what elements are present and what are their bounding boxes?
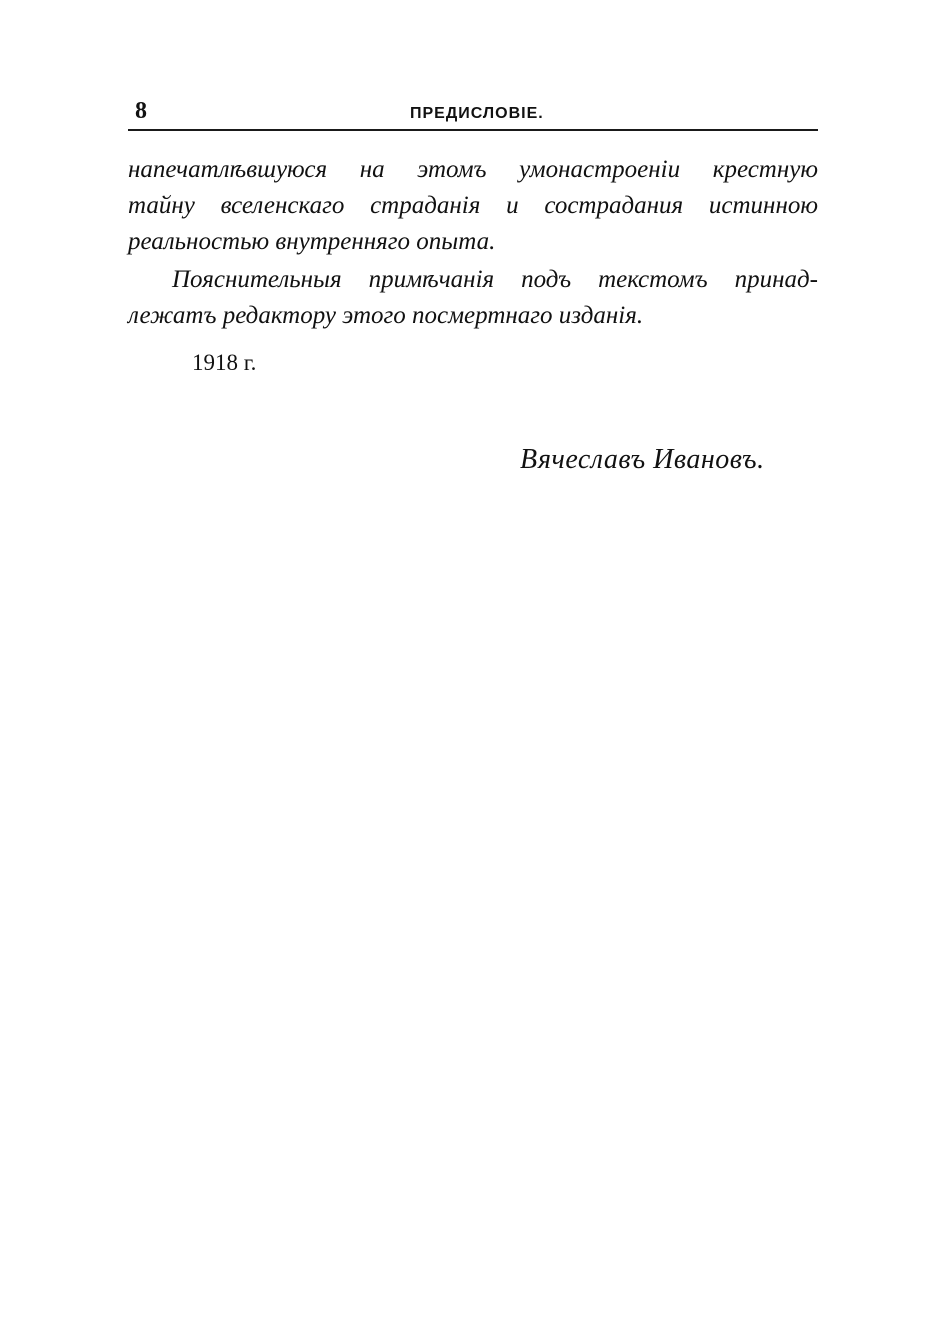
paragraph [128, 262, 818, 334]
body-text [128, 152, 818, 334]
text-line: Пояснительныя примѣчанія подъ текстомъ принад- [172, 266, 818, 293]
text-line: напечатлѣвшуюся на этомъ умонастроеніи крестную [128, 156, 818, 183]
text-line: реальностью внутренняго опыта. [128, 228, 496, 255]
page-header [128, 96, 818, 134]
paragraph [128, 152, 818, 260]
date-line: 1918 г. [192, 350, 257, 375]
page-number: 8 [135, 98, 147, 124]
text-line: лежатъ редактору этого посмертнаго изданія. [128, 302, 644, 329]
running-head: ПРЕДИСЛОВІЕ. [410, 105, 544, 122]
text-line: тайну вселенскаго страданія и сострадания истинною [128, 192, 818, 219]
author-signature: Вячеславъ Ивановъ. [520, 444, 765, 475]
header-rule [128, 129, 818, 131]
